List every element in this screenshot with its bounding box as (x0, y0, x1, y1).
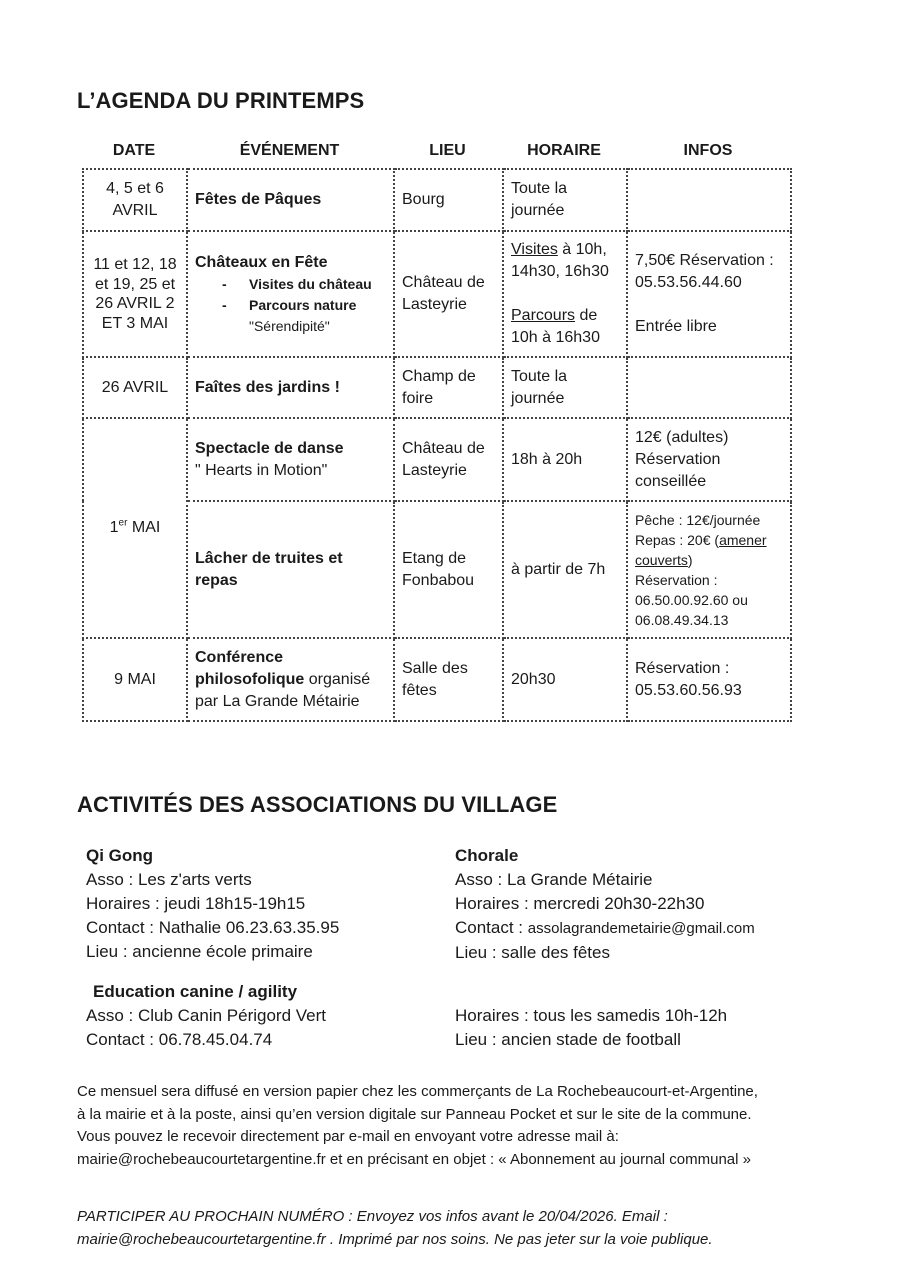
parcours-text (511, 305, 619, 349)
horaire-cell: Toute la journée (503, 357, 627, 418)
agenda-table (82, 168, 792, 722)
qigong-horaires: Horaires : jeudi 18h15-19h15 (86, 894, 306, 913)
infos-peche: Pêche : 12€/journée (635, 511, 761, 528)
lieu-cell: Château de Lasteyrie (394, 418, 503, 501)
event-cell (187, 231, 394, 357)
repas-close: ) (687, 551, 693, 568)
chorale-lieu: Lieu : salle des fêtes (455, 943, 610, 962)
list-item-continuation: "Sérendipité" (249, 317, 330, 334)
parcours-times: de 10h à 16h30 (511, 307, 600, 346)
header-event: ÉVÉNEMENT (239, 142, 340, 159)
canine-lieu: Lieu : ancien stade de football (455, 1030, 681, 1049)
infos-cell: Réservation : 05.53.60.56.93 (627, 638, 791, 721)
horaire-cell: 20h30 (503, 638, 627, 721)
lieu-cell: Etang de Fonbabou (394, 501, 503, 638)
lieu-cell: Bourg (394, 169, 503, 231)
event-subtitle: " Hearts in Motion" (195, 461, 328, 479)
canine-schedule-block (455, 1004, 855, 1052)
footer-italic-line: PARTICIPER AU PROCHAIN NUMÉRO : Envoyez vos infos avant le 20/04/2026. Email : (77, 1208, 668, 1225)
canine-block (86, 980, 446, 1052)
footer-line: à la mairie et à la poste, ainsi qu’en version digitale sur Panneau Pocket et sur le site de la commune. (77, 1105, 752, 1123)
date-cell (83, 418, 187, 638)
footer-line: Vous pouvez le recevoir directement par e-mail en envoyant votre adresse mail à: (77, 1128, 619, 1145)
footer-line: mairie@rochebeaucourtetargentine.fr et en précisant en objet : « Abonnement au journal communal » (77, 1150, 751, 1168)
chorale-block (455, 844, 855, 965)
event-title: Conférence philosofolique (195, 648, 305, 688)
footer-line: Ce mensuel sera diffusé en version papier chez les commerçants de La Rochebeaucourt-et-Argentine, (77, 1083, 758, 1100)
activities-title: ACTIVITÉS DES ASSOCIATIONS DU VILLAGE (77, 792, 558, 817)
lieu-cell: Château de Lasteyrie (394, 231, 503, 357)
chorale-contact-email: assolagrandemetairie@gmail.com (527, 920, 755, 937)
horaire-cell: Toute la journée (503, 169, 627, 231)
qigong-name: Qi Gong (86, 846, 154, 865)
header-horaire: HORAIRE (527, 142, 601, 159)
date-cell: 26 AVRIL (83, 357, 187, 418)
table-row (83, 418, 791, 501)
chorale-contact (455, 916, 855, 941)
infos-entree: Entrée libre (635, 318, 717, 335)
qigong-asso: Asso : Les z'arts verts (86, 870, 252, 889)
chorale-name: Chorale (455, 846, 519, 865)
infos-repas (635, 530, 783, 570)
footer-info (77, 1081, 877, 1171)
lieu-cell: Salle des fêtes (394, 638, 503, 721)
date-day: 1 (109, 519, 119, 536)
infos-cell: 12€ (adultes) Réservation conseillée (627, 418, 791, 501)
date-cell: 11 et 12, 18 et 19, 25 et 26 AVRIL 2 ET 3 MAI (83, 231, 187, 357)
infos-reservation: Réservation : 06.50.00.92.60 ou 06.08.49.34.13 (635, 571, 748, 628)
date-month: MAI (127, 519, 161, 536)
event-cell: Faîtes des jardins ! (187, 357, 394, 418)
visites-times: à 10h, 14h30, 16h30 (511, 241, 609, 280)
list-item: - Visites du château (195, 274, 386, 295)
infos-reservation: 7,50€ Réservation : 05.53.56.44.60 (635, 252, 774, 291)
lieu-cell: Champ de foire (394, 357, 503, 418)
parcours-label: Parcours (511, 307, 576, 324)
header-date: DATE (112, 142, 156, 159)
canine-contact: Contact : 06.78.45.04.74 (86, 1030, 273, 1049)
event-cell (187, 418, 394, 501)
table-row (83, 231, 791, 357)
event-subtitle: organisé par La Grande Métairie (195, 670, 371, 710)
table-row (83, 169, 791, 231)
event-title: Châteaux en Fête (195, 253, 328, 271)
event-cell: Lâcher de truites et repas (187, 501, 394, 638)
horaire-cell: à partir de 7h (503, 501, 627, 638)
event-sub-list (195, 274, 386, 337)
table-row (83, 638, 791, 721)
table-row (83, 501, 791, 638)
header-infos: INFOS (683, 142, 733, 159)
date-cell: 9 MAI (83, 638, 187, 721)
infos-cell (627, 357, 791, 418)
horaire-cell (503, 231, 627, 357)
infos-cell (627, 169, 791, 231)
date-cell: 4, 5 et 6 AVRIL (83, 169, 187, 231)
infos-cell (627, 501, 791, 638)
header-lieu: LIEU (429, 142, 466, 159)
canine-horaires: Horaires : tous les samedis 10h-12h (455, 1006, 728, 1025)
qigong-lieu: Lieu : ancienne école primaire (86, 942, 313, 961)
qigong-contact: Contact : Nathalie 06.23.63.35.95 (86, 918, 340, 937)
chorale-asso: Asso : La Grande Métairie (455, 870, 653, 889)
event-cell (187, 638, 394, 721)
chorale-contact-label: Contact : (455, 918, 528, 937)
event-cell: Fêtes de Pâques (187, 169, 394, 231)
visites-label: Visites (511, 241, 558, 258)
footer-participate (77, 1206, 877, 1251)
event-title: Spectacle de danse (195, 439, 344, 457)
canine-name: Education canine / agility (93, 982, 298, 1001)
repas-underlined: amener couverts (635, 531, 767, 568)
canine-asso: Asso : Club Canin Périgord Vert (86, 1006, 327, 1025)
table-row (83, 357, 791, 418)
chorale-horaires: Horaires : mercredi 20h30-22h30 (455, 894, 705, 913)
visites-text (511, 239, 619, 283)
agenda-title: L’AGENDA DU PRINTEMPS (77, 88, 365, 113)
date-sup: er (118, 517, 128, 529)
repas-text: Repas : 20€ ( (635, 531, 720, 548)
infos-cell (627, 231, 791, 357)
footer-italic-line: mairie@rochebeaucourtetargentine.fr . Imprimé par nos soins. Ne pas jeter sur la voie publique. (77, 1230, 713, 1248)
horaire-cell: 18h à 20h (503, 418, 627, 501)
qigong-block (86, 844, 446, 964)
list-item: - Parcours nature (195, 295, 386, 316)
